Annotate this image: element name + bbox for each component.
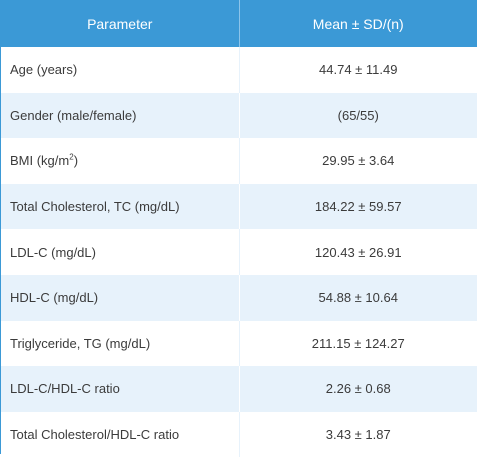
row-label-tc-hdl-ratio: Total Cholesterol/HDL-C ratio [1,412,239,457]
table-row [1,184,477,230]
bmi-label-close: ) [73,153,79,169]
table-row [1,412,477,457]
row-label-triglyceride: Triglyceride, TG (mg/dL) [1,321,239,367]
row-value-age: 44.74 ± 11.49 [239,47,477,93]
table-header-row [1,0,477,47]
bmi-label-superscript: 2 [69,153,74,163]
header-mean-sd: Mean ± SD/(n) [239,0,477,47]
table-row [1,275,477,321]
row-value-gender: (65/55) [239,93,477,139]
bmi-label-text: BMI (kg/m [10,153,70,169]
table-row [1,47,477,93]
row-label-ldl-c: LDL-C (mg/dL) [1,229,239,275]
parameter-table [1,0,477,457]
row-label-age: Age (years) [1,47,239,93]
row-value-triglyceride: 211.15 ± 124.27 [239,321,477,367]
row-value-total-cholesterol: 184.22 ± 59.57 [239,184,477,230]
row-label-ldl-hdl-ratio: LDL-C/HDL-C ratio [1,366,239,412]
row-value-bmi: 29.95 ± 3.64 [239,138,477,184]
row-label-gender: Gender (male/female) [1,93,239,139]
table-row [1,93,477,139]
header-parameter: Parameter [1,0,239,47]
table-row [1,229,477,275]
row-label-hdl-c: HDL-C (mg/dL) [1,275,239,321]
row-value-hdl-c: 54.88 ± 10.64 [239,275,477,321]
row-label-total-cholesterol: Total Cholesterol, TC (mg/dL) [1,184,239,230]
row-label-bmi [1,138,239,184]
table-row [1,321,477,367]
row-value-tc-hdl-ratio: 3.43 ± 1.87 [239,412,477,457]
table-row [1,138,477,184]
row-value-ldl-hdl-ratio: 2.26 ± 0.68 [239,366,477,412]
table-row [1,366,477,412]
row-value-ldl-c: 120.43 ± 26.91 [239,229,477,275]
